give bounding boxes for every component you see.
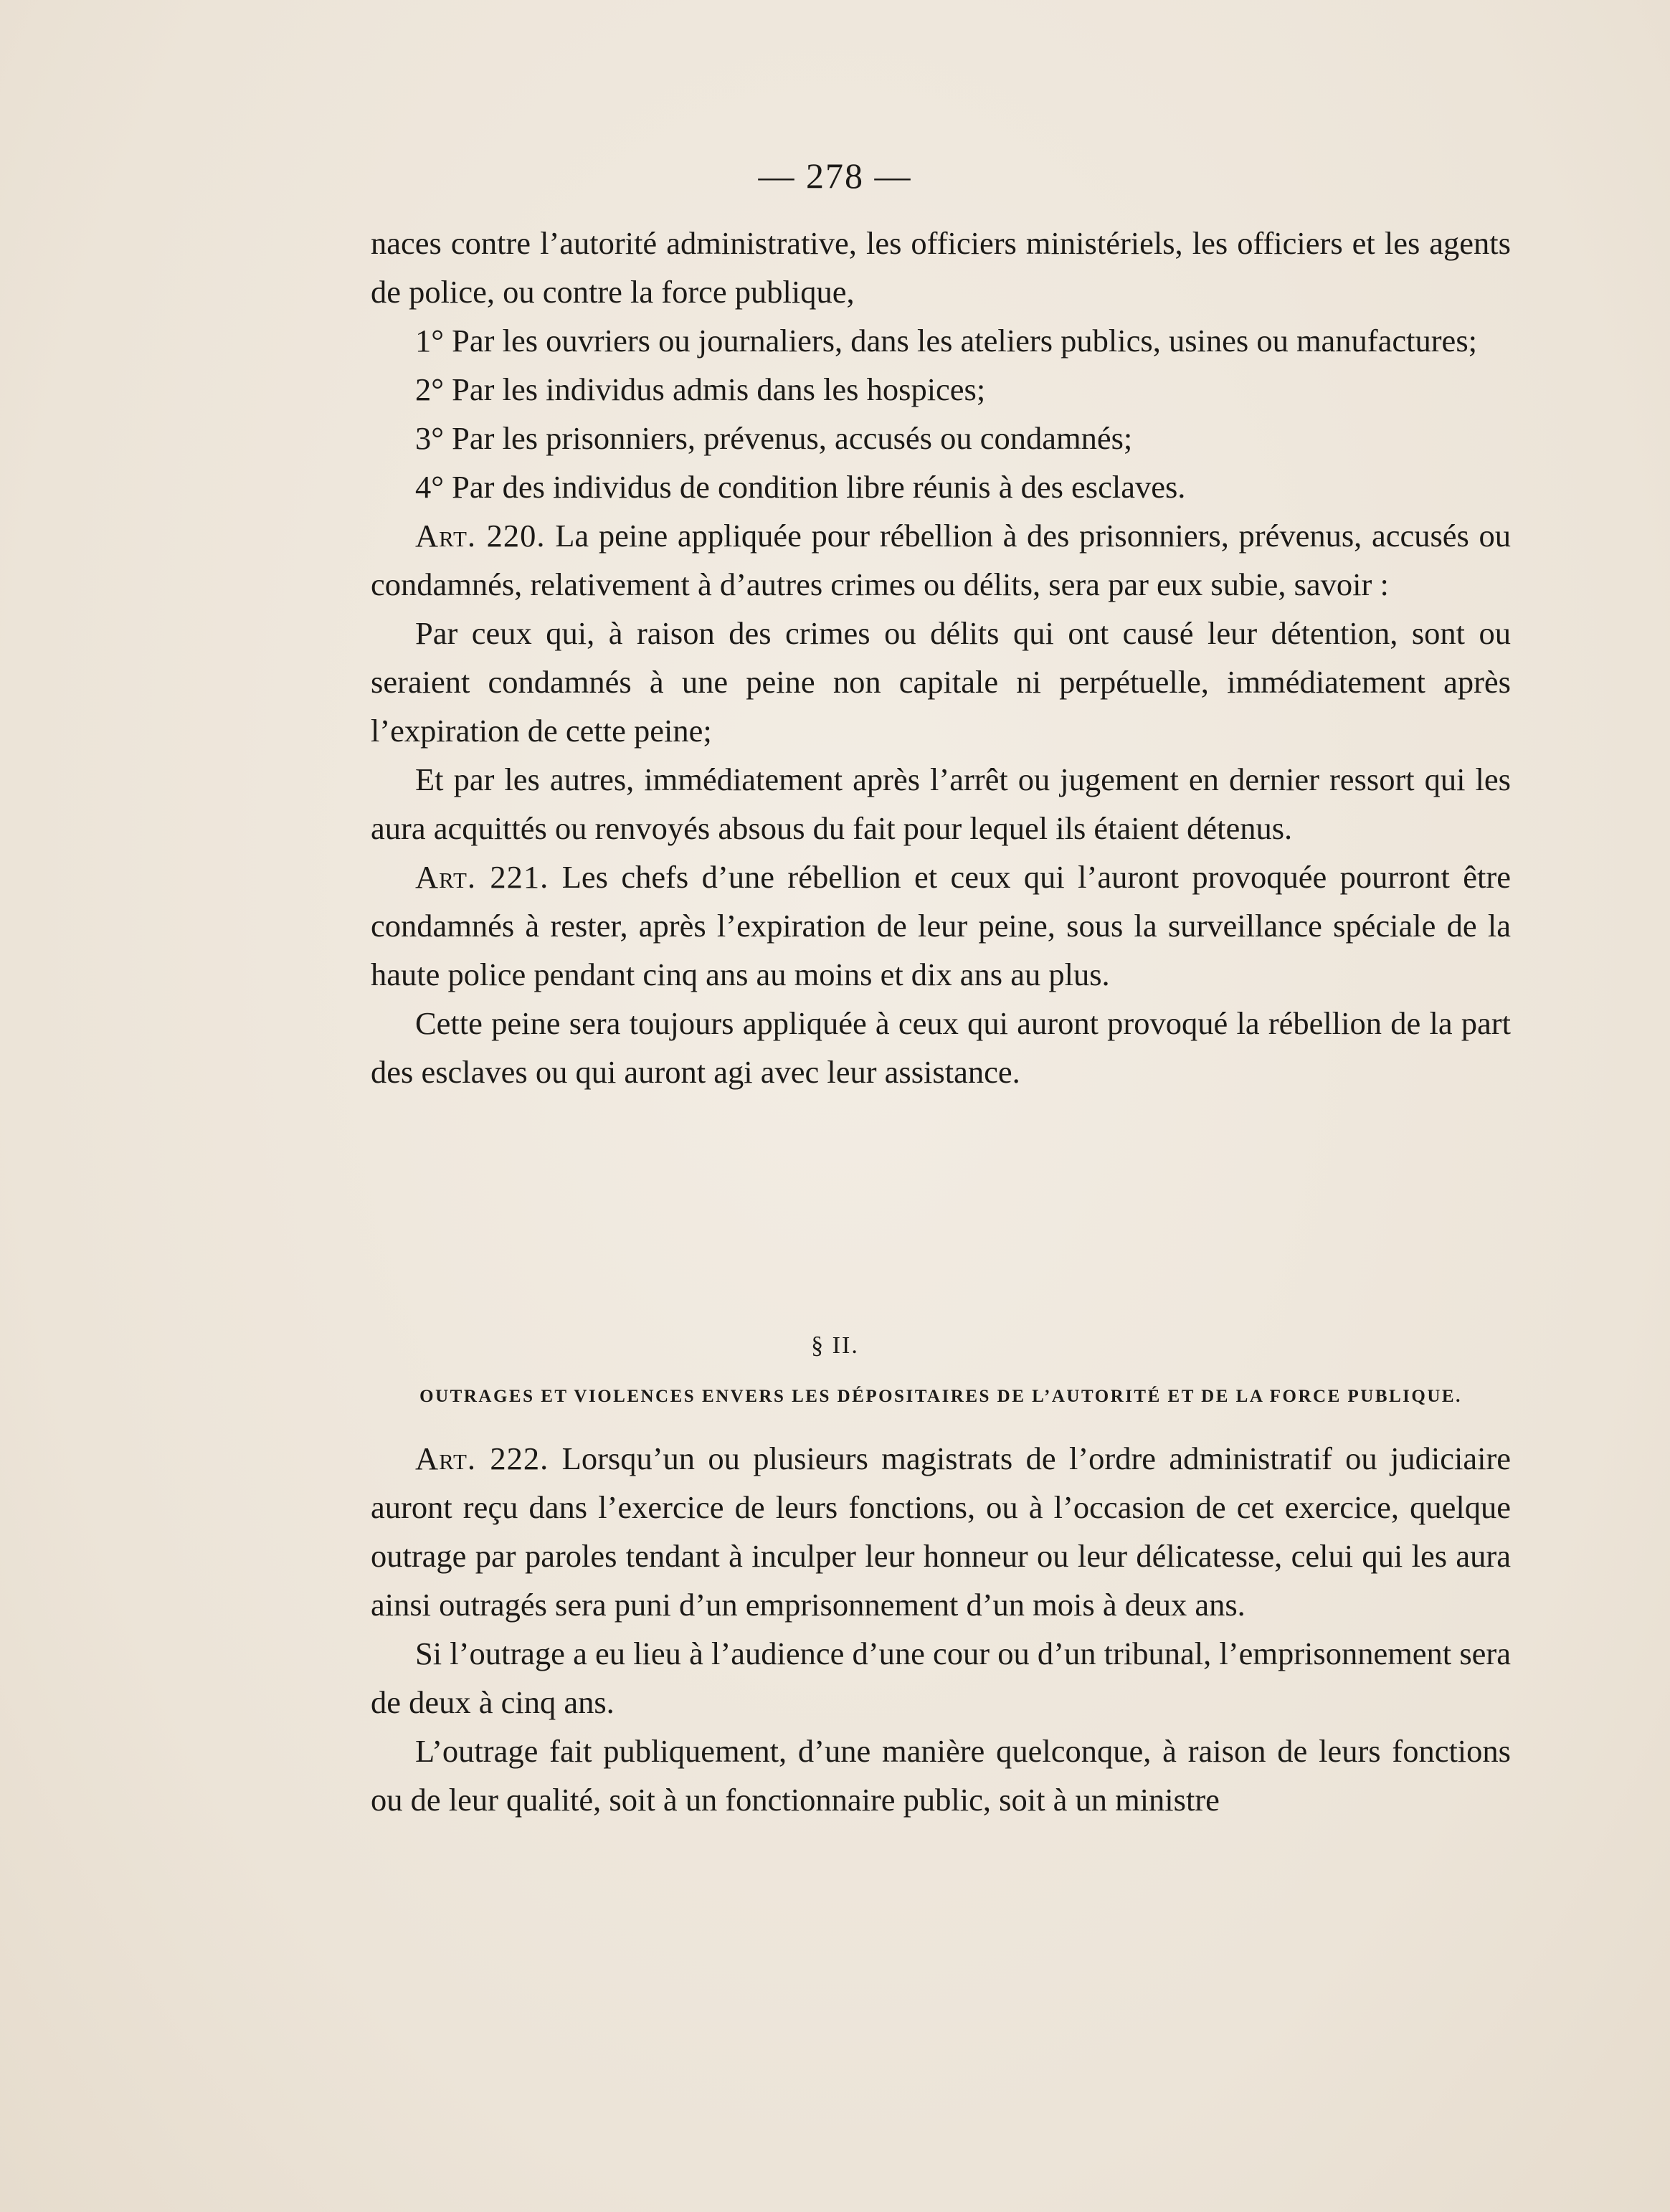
article-label: Art. 221. [415, 859, 549, 895]
paragraph: 1° Par les ouvriers ou journaliers, dans les ateliers publics, usines ou manufactures; [415, 323, 1477, 359]
article-221 [371, 853, 1511, 999]
paragraph: 3° Par les prisonniers, prévenus, accusés ou condamnés; [415, 420, 1133, 456]
article-label: Art. 220. [415, 518, 546, 554]
paragraph: 4° Par des individus de condition libre réunis à des esclaves. [415, 469, 1186, 505]
paragraph: Cette peine sera toujours appliquée à ceux qui auront provoqué la rébellion de la part des esclaves ou qui auront agi avec leur assistance. [371, 1005, 1511, 1090]
article-text: La peine appliquée pour rébellion à des prisonniers, prévenus, accusés ou condamnés, relativement à d’autres crimes ou délits, sera par eux subie, savoir : [371, 518, 1511, 602]
paragraph: L’outrage fait publiquement, d’une manière quelconque, à raison de leurs fonctions ou de leur qualité, soit à un fonctionnaire public, soit à un ministre [371, 1733, 1511, 1818]
paragraph: Si l’outrage a eu lieu à l’audience d’une cour ou d’un tribunal, l’emprisonnement sera de deux à cinq ans. [371, 1636, 1511, 1720]
paragraph: Par ceux qui, à raison des crimes ou délits qui ont causé leur détention, sont ou seraient condamnés à une peine non capitale ni perpétuelle, immédiatement après l’expiration de cette peine; [371, 615, 1511, 749]
section-number: § II. [811, 1332, 859, 1359]
article-label: Art. 222. [415, 1440, 549, 1476]
article-222 [371, 1434, 1511, 1629]
paragraph: naces contre l’autorité administrative, les officiers ministériels, les officiers et les agents de police, ou contre la force publique, [371, 225, 1511, 310]
article-220 [371, 511, 1511, 609]
paragraph: 2° Par les individus admis dans les hospices; [415, 371, 986, 407]
body-text-upper [371, 219, 1511, 1096]
article-text: Lorsqu’un ou plusieurs magistrats de l’ordre administratif ou judiciaire auront reçu dans l’exercice de leurs fonctions, ou à l’occasion de cet exercice, quelque outrage par paroles tendant à inculper leur honneur ou leur délicatesse, celui qui les aura ainsi outragés sera puni d’un emprisonnement d’un mois à deux ans. [371, 1440, 1512, 1623]
paragraph: Et par les autres, immédiatement après l’arrêt ou jugement en dernier ressort qui les aura acquittés ou renvoyés absous du fait pour lequel ils étaient détenus. [371, 761, 1511, 846]
page-number: — 278 — [758, 156, 912, 196]
article-text: Les chefs d’une rébellion et ceux qui l’auront provoquée pourront être condamnés à rester, après l’expiration de leur peine, sous la surveillance spéciale de la haute police pendant cinq ans au moins et dix ans au plus. [371, 859, 1511, 992]
section-title: OUTRAGES ET VIOLENCES ENVERS LES DÉPOSITAIRES DE L’AUTORITÉ ET DE LA FORCE PUBLIQUE. [419, 1387, 1462, 1406]
body-text-lower [371, 1434, 1511, 1824]
